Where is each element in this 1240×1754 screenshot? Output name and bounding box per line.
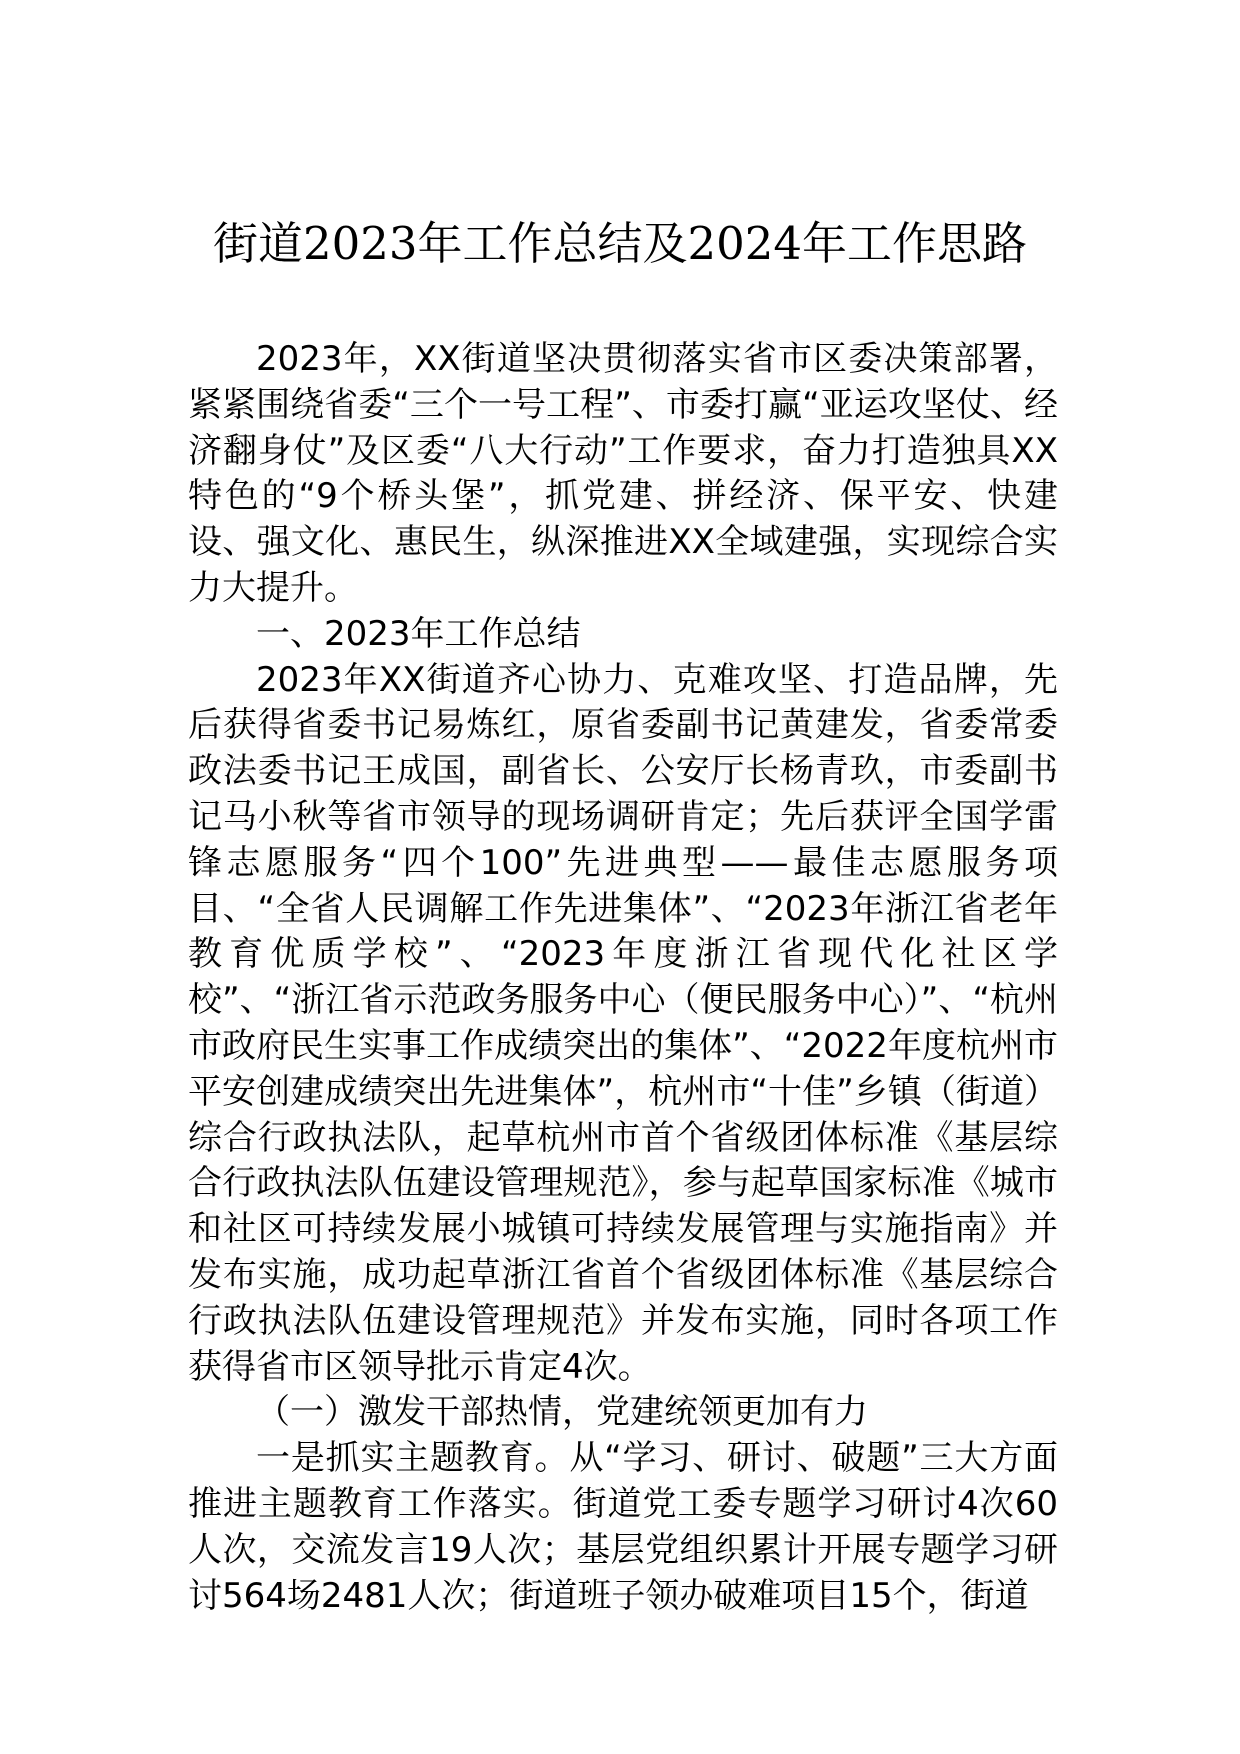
document-body [188,337,1058,1619]
intro-paragraph: 2023年，XX街道坚决贯彻落实省市区委决策部署，紧紧围绕省委“三个一号工程”、市委打赢“亚运攻坚仗、经济翻身仗”及区委“八大行动”工作要求，奋力打造独具XX特色的“9个桥头堡”，抓党建、拼经济、保平安、快建设、强文化、惠民生，纵深推进XX全域建强，实现综合实力大提升。 [188,339,1058,608]
document-title: 街道2023年工作总结及2024年工作思路 [212,217,1028,270]
subsection-heading-party-building: （一）激发干部热情，党建统领更加有力 [256,1392,868,1433]
theme-education-paragraph: 一是抓实主题教育。从“学习、研讨、破题”三大方面推进主题教育工作落实。街道党工委专题学习研讨4次60人次，交流发言19人次；基层党组织累计开展专题学习研讨564场2481人次；街道班子领办破难项目15个，街道 [188,1438,1058,1616]
section-heading-summary: 一、2023年工作总结 [256,613,581,654]
summary-paragraph: 2023年XX街道齐心协力、克难攻坚、打造品牌，先后获得省委书记易炼红，原省委副书记黄建发，省委常委政法委书记王成国，副省长、公安厅长杨青玖，市委副书记马小秋等省市领导的现场调研肯定；先后获评全国学雷锋志愿服务“四个100”先进典型——最佳志愿服务项目、“全省人民调解工作先进集体”、“2023年浙江省老年教育优质学校”、“2023年度浙江省现代化社区学校”、“浙江省示范政务服务中心（便民服务中心）”、“杭州市政府民生实事工作成绩突出的集体”、“2022年度杭州市平安创建成绩突出先进集体”，杭州市“十佳”乡镇（街道）综合行政执法队，起草杭州市首个省级团体标准《基层综合行政执法队伍建设管理规范》，参与起草国家标准《城市和社区可持续发展小城镇可持续发展管理与实施指南》并发布实施，成功起草浙江省首个省级团体标准《基层综合行政执法队伍建设管理规范》并发布实施，同时各项工作获得省市区领导批示肯定4次。 [188,659,1058,1387]
